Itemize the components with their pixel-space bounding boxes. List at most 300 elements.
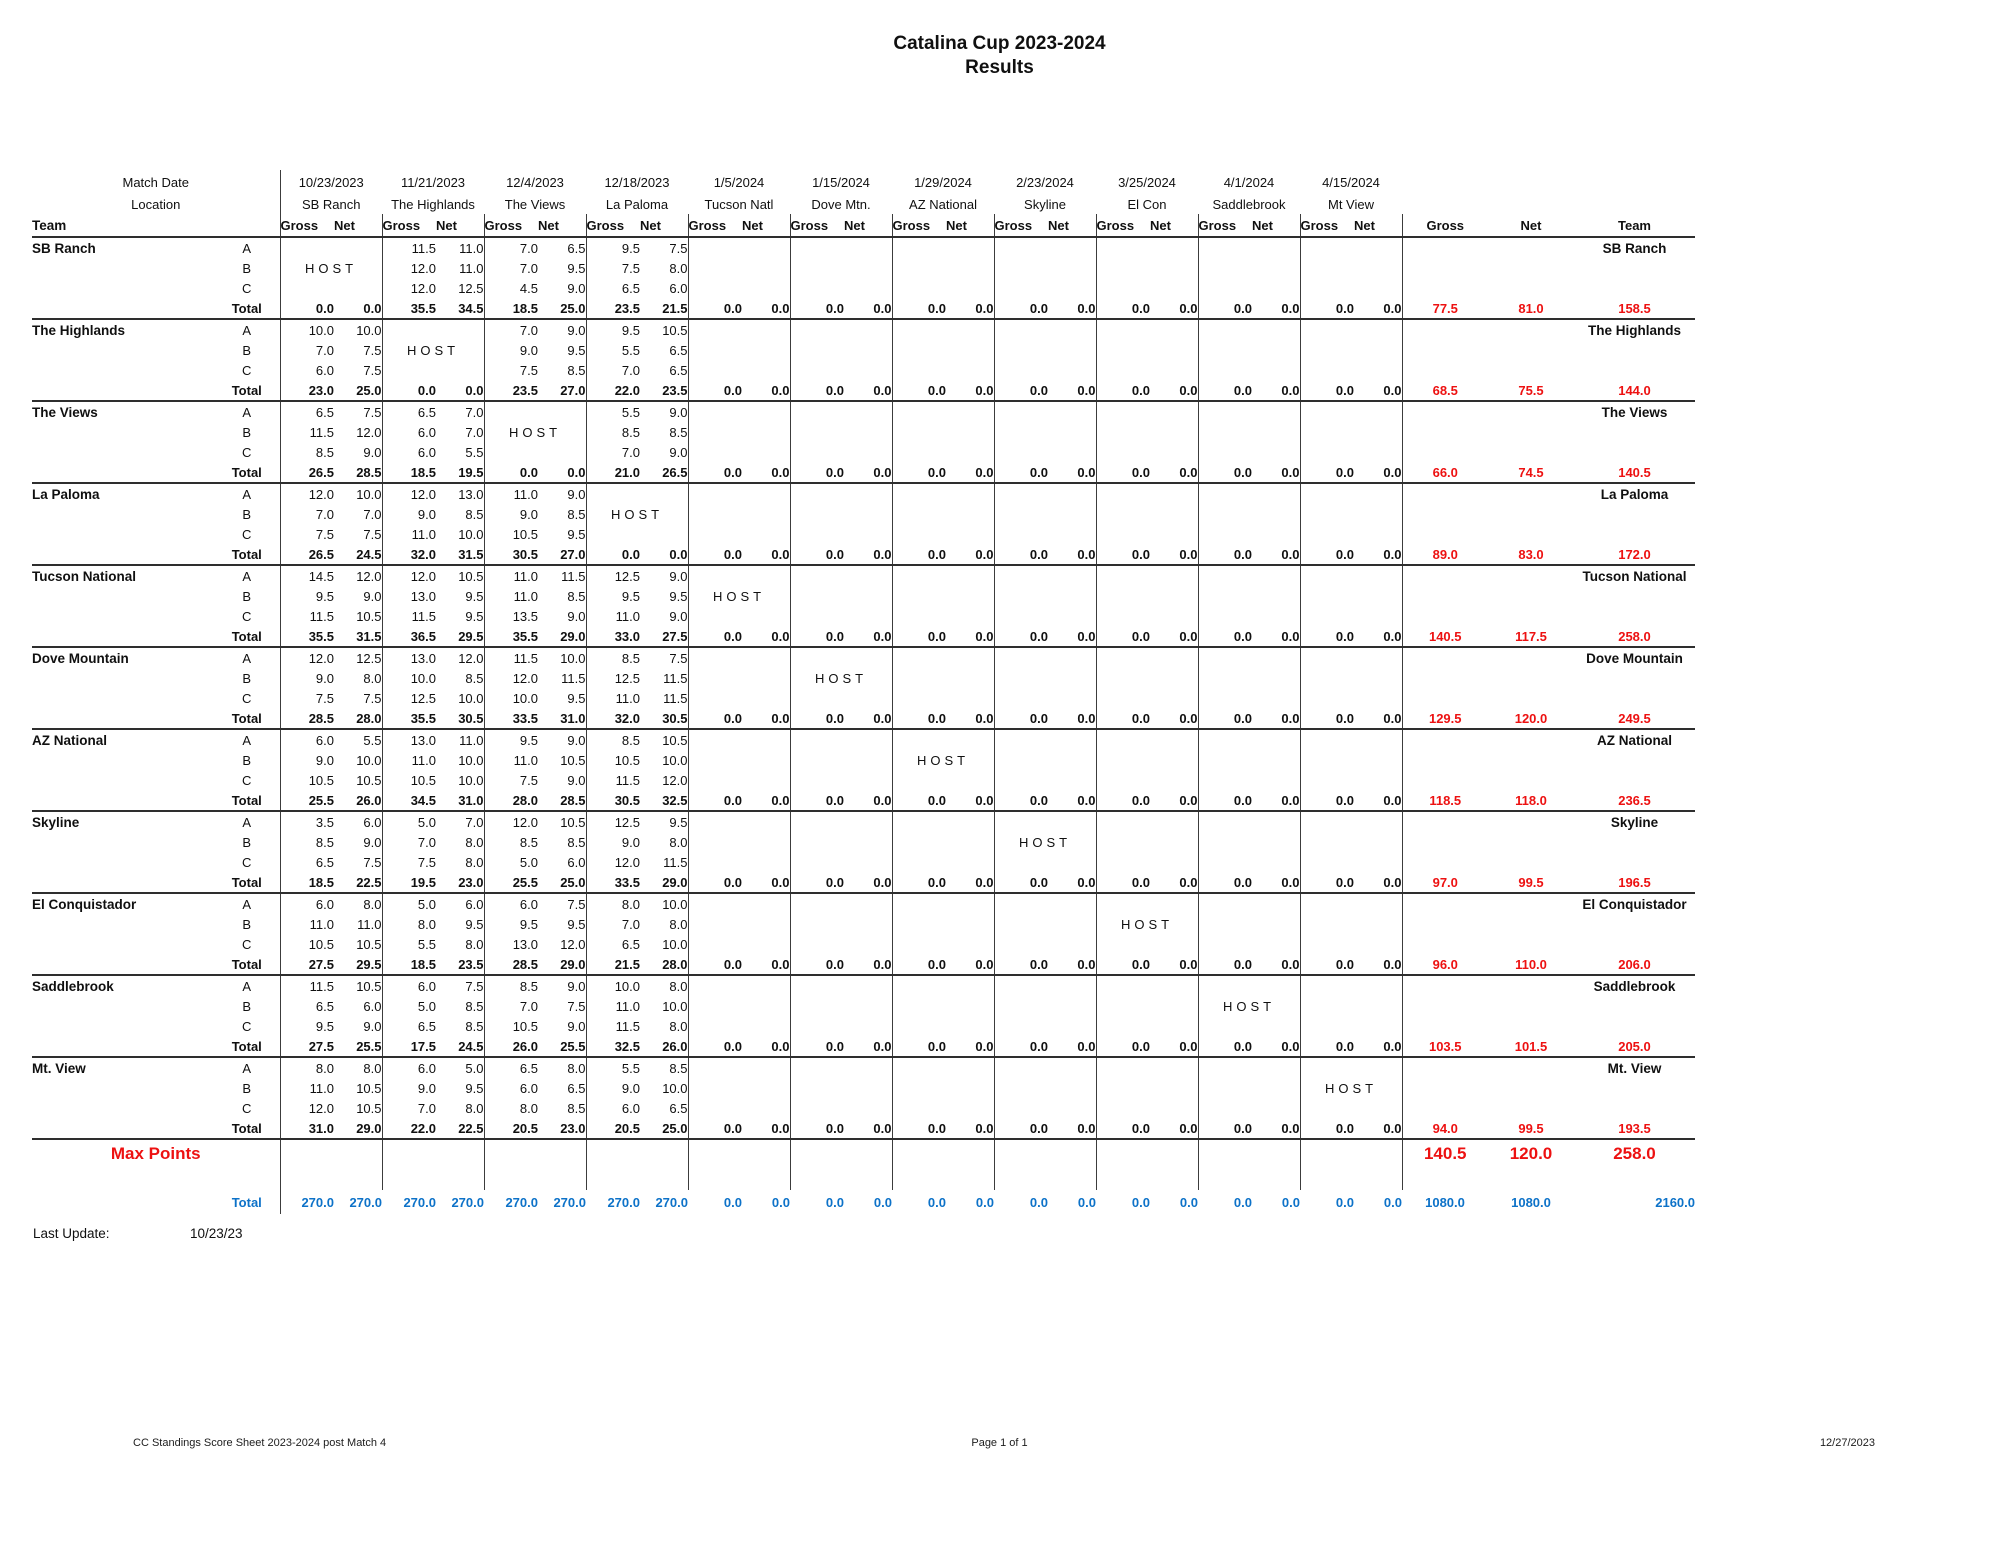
gross-value: 12.5: [586, 811, 640, 832]
net-value: 7.5: [363, 690, 382, 706]
empty-cell: [892, 278, 946, 298]
empty-cell: [946, 668, 994, 688]
group-label: C: [242, 444, 252, 460]
gross-header-6: Gross: [892, 214, 946, 237]
empty-cell: [1300, 893, 1354, 914]
empty-cell: [1488, 1168, 1574, 1190]
net-total-value: 26.0: [334, 790, 382, 811]
empty-cell: [844, 565, 892, 586]
gross-total-value: 21.0: [586, 462, 640, 483]
empty-cell: [1300, 422, 1354, 442]
empty-cell: [1402, 647, 1488, 668]
empty-cell: [1300, 975, 1354, 996]
empty-cell: [1488, 811, 1574, 832]
empty-cell: [1354, 647, 1402, 668]
empty-cell: [32, 462, 214, 483]
gross-total-value: 18.5: [382, 462, 436, 483]
empty-cell: [1402, 340, 1488, 360]
gross-value: 10.0: [280, 319, 334, 340]
net-total-value: 0.0: [640, 544, 688, 565]
empty-cell: [1198, 1016, 1252, 1036]
empty-cell: [1252, 729, 1300, 750]
empty-cell: [1150, 319, 1198, 340]
empty-cell: [1252, 750, 1300, 770]
empty-cell: [688, 1168, 742, 1190]
grand-gross-value: 270.0: [505, 1194, 538, 1210]
empty-cell: [32, 1036, 214, 1057]
empty-cell: [790, 811, 844, 832]
gross-value: 9.5: [280, 586, 334, 606]
gross-value: 5.0: [382, 893, 436, 914]
gross-total-value: 0.0: [994, 544, 1048, 565]
net-value: 12.0: [356, 424, 382, 440]
gross-value: 12.0: [382, 258, 436, 278]
empty-cell: [1488, 1016, 1574, 1036]
gross-total-value: 0.0: [994, 790, 1048, 811]
grand-net-value: 0.0: [771, 1194, 790, 1210]
empty-cell: [1048, 340, 1096, 360]
net-total-value: 0.0: [1048, 380, 1096, 401]
empty-cell: [1198, 668, 1252, 688]
empty-cell: [1488, 1098, 1574, 1118]
net-total-header: Net: [1488, 214, 1574, 237]
empty-cell: [688, 483, 742, 504]
empty-cell: [1488, 524, 1574, 544]
empty-cell: [688, 996, 742, 1016]
gross-total-value: 0.0: [790, 954, 844, 975]
gross-total-value: 18.5: [382, 954, 436, 975]
gross-value: 8.0: [586, 893, 640, 914]
gross-value: 10.5: [280, 934, 334, 954]
empty-cell: [1574, 586, 1695, 606]
empty-cell: [844, 996, 892, 1016]
empty-cell: [1300, 319, 1354, 340]
net-value: 12.5: [356, 650, 382, 666]
empty-cell: [1150, 934, 1198, 954]
empty-cell: [1574, 934, 1695, 954]
empty-cell: [1096, 1168, 1150, 1190]
empty-cell: [1300, 729, 1354, 750]
empty-cell: [844, 586, 892, 606]
empty-cell: [742, 1098, 790, 1118]
net-value: 10.0: [356, 486, 382, 502]
empty-cell: [32, 544, 214, 565]
empty-cell: [742, 237, 790, 258]
empty-cell: [1198, 258, 1252, 278]
net-total-value: 29.5: [334, 954, 382, 975]
empty-cell: [484, 1139, 538, 1168]
net-value: 6.5: [567, 1080, 586, 1096]
net-total-value: 0.0: [1252, 462, 1300, 483]
empty-cell: [1488, 340, 1574, 360]
net-total-value: 0.0: [1252, 626, 1300, 647]
grand-net-value: 0.0: [1179, 1194, 1198, 1210]
empty-cell: [1488, 565, 1574, 586]
empty-cell: [742, 832, 790, 852]
empty-cell: [1574, 278, 1695, 298]
empty-cell: [994, 688, 1048, 708]
group-label: A: [242, 568, 252, 584]
empty-cell: [1300, 278, 1354, 298]
empty-cell: [32, 832, 214, 852]
empty-cell: [742, 442, 790, 462]
empty-cell: [334, 1168, 382, 1190]
grand-gross-value: 0.0: [1029, 1194, 1048, 1210]
team-points-total: 258.0: [1574, 626, 1695, 647]
empty-cell: [1488, 914, 1574, 934]
empty-cell: [1354, 237, 1402, 258]
net-value: 7.5: [669, 650, 688, 666]
net-value: 7.0: [363, 506, 382, 522]
empty-cell: [1252, 1168, 1300, 1190]
net-total-value: 0.0: [742, 790, 790, 811]
empty-cell: [1300, 606, 1354, 626]
net-value: 9.0: [363, 1018, 382, 1034]
host-cell: HOST: [1300, 1078, 1402, 1098]
empty-cell: [946, 319, 994, 340]
gross-value: 6.0: [280, 729, 334, 750]
empty-cell: [994, 1016, 1048, 1036]
group-label: A: [242, 732, 252, 748]
gross-total-value: 0.0: [994, 462, 1048, 483]
empty-cell: [1402, 586, 1488, 606]
net-total-value: 23.0: [436, 872, 484, 893]
empty-cell: [994, 934, 1048, 954]
empty-cell: [1252, 442, 1300, 462]
empty-cell: [1402, 170, 1488, 194]
empty-cell: [1252, 934, 1300, 954]
empty-cell: [892, 1016, 946, 1036]
gross-total-value: 0.0: [892, 872, 946, 893]
empty-cell: [844, 237, 892, 258]
net-total-value: 22.5: [334, 872, 382, 893]
empty-cell: [1198, 319, 1252, 340]
empty-cell: [32, 708, 214, 729]
footer-print-date: 12/27/2023: [1819, 1437, 1875, 1449]
grand-net-value: 0.0: [1281, 1194, 1300, 1210]
empty-cell: [946, 237, 994, 258]
net-value: 9.0: [669, 404, 688, 420]
empty-cell: [1574, 504, 1695, 524]
empty-cell: [32, 1078, 214, 1098]
team-gross-total: 68.5: [1402, 380, 1488, 401]
gross-total-value: 0.0: [688, 872, 742, 893]
empty-cell: [1300, 688, 1354, 708]
net-value: 10.5: [356, 978, 382, 994]
empty-cell: [892, 1139, 946, 1168]
empty-cell: [1198, 442, 1252, 462]
gross-total-header: Gross: [1402, 214, 1488, 237]
empty-cell: [1150, 524, 1198, 544]
group-label: C: [242, 1018, 252, 1034]
gross-value: 11.5: [280, 422, 334, 442]
empty-cell: [1300, 750, 1354, 770]
net-value: 10.5: [662, 322, 688, 338]
gross-total-value: 0.0: [1096, 954, 1150, 975]
empty-cell: [892, 422, 946, 442]
team-name-right: Mt. View: [1607, 1060, 1662, 1076]
gross-value: 10.5: [280, 770, 334, 790]
empty-cell: [892, 852, 946, 872]
empty-cell: [742, 1057, 790, 1078]
gross-value: 11.0: [280, 914, 334, 934]
group-label: B: [242, 506, 252, 522]
empty-cell: [844, 1098, 892, 1118]
net-value: 8.5: [465, 506, 484, 522]
empty-cell: [1096, 504, 1150, 524]
net-value: 8.0: [465, 854, 484, 870]
gross-total-value: 0.0: [688, 1118, 742, 1139]
empty-cell: [742, 401, 790, 422]
team-net-total: 110.0: [1488, 954, 1574, 975]
empty-cell: [994, 360, 1048, 380]
gross-total-value: 20.5: [586, 1118, 640, 1139]
group-label: B: [242, 916, 252, 932]
empty-cell: [994, 606, 1048, 626]
empty-cell: [1402, 237, 1488, 258]
venue-date-2: 12/4/2023: [506, 174, 564, 190]
empty-cell: [790, 852, 844, 872]
empty-cell: [436, 319, 484, 340]
empty-cell: [32, 1118, 214, 1139]
net-total-value: 0.0: [1354, 954, 1402, 975]
gross-total-value: 26.5: [280, 544, 334, 565]
team-name: Saddlebrook: [32, 978, 114, 994]
empty-cell: [892, 586, 946, 606]
empty-cell: [790, 606, 844, 626]
empty-cell: [1402, 360, 1488, 380]
max-points-label: Max Points: [110, 1144, 201, 1163]
gross-header-1: Gross: [382, 214, 436, 237]
empty-cell: [1574, 422, 1695, 442]
grand-net-total: 1080.0: [1511, 1194, 1551, 1210]
empty-cell: [1150, 852, 1198, 872]
net-value: 9.0: [567, 486, 586, 502]
empty-cell: [32, 504, 214, 524]
empty-cell: [1198, 975, 1252, 996]
team-gross-total: 118.5: [1402, 790, 1488, 811]
empty-cell: [844, 1168, 892, 1190]
empty-cell: [688, 893, 742, 914]
net-total-value: 0.0: [1150, 708, 1198, 729]
empty-cell: [1300, 586, 1354, 606]
net-value: 9.5: [465, 588, 484, 604]
empty-cell: [1048, 770, 1096, 790]
gross-total-value: 0.0: [994, 1118, 1048, 1139]
empty-cell: [790, 319, 844, 340]
empty-cell: [436, 1168, 484, 1190]
gross-value: 11.0: [382, 524, 436, 544]
team-name-right: Tucson National: [1582, 568, 1687, 584]
net-header-5: Net: [844, 214, 892, 237]
gross-total-value: 0.0: [688, 298, 742, 319]
empty-cell: [1150, 504, 1198, 524]
empty-cell: [1402, 524, 1488, 544]
empty-cell: [1574, 524, 1695, 544]
empty-cell: [790, 401, 844, 422]
empty-cell: [946, 606, 994, 626]
gross-value: 12.5: [586, 668, 640, 688]
empty-cell: [1300, 340, 1354, 360]
empty-cell: [1252, 1139, 1300, 1168]
empty-cell: [742, 914, 790, 934]
empty-cell: [334, 278, 382, 298]
empty-cell: [436, 360, 484, 380]
empty-cell: [1354, 914, 1402, 934]
empty-cell: [1048, 893, 1096, 914]
empty-cell: [892, 996, 946, 1016]
empty-cell: [790, 483, 844, 504]
empty-cell: [1150, 565, 1198, 586]
empty-cell: [790, 688, 844, 708]
empty-cell: [1150, 770, 1198, 790]
empty-cell: [946, 893, 994, 914]
empty-cell: [1048, 914, 1096, 934]
results-table: [32, 170, 1695, 1214]
empty-cell: [1300, 1016, 1354, 1036]
team-name: Mt. View: [32, 1060, 86, 1076]
net-total-value: 0.0: [1354, 626, 1402, 647]
empty-cell: [1300, 832, 1354, 852]
total-label: Total: [214, 954, 280, 975]
empty-cell: [1150, 422, 1198, 442]
gross-value: 11.5: [280, 975, 334, 996]
empty-cell: [1402, 483, 1488, 504]
net-value: 10.5: [356, 1100, 382, 1116]
empty-cell: [1488, 194, 1574, 214]
empty-cell: [1096, 975, 1150, 996]
empty-cell: [640, 483, 688, 504]
empty-cell: [1198, 565, 1252, 586]
empty-cell: [32, 1168, 280, 1190]
empty-cell: [586, 524, 640, 544]
team-net-total: 74.5: [1488, 462, 1574, 483]
gross-total-value: 22.0: [382, 1118, 436, 1139]
empty-cell: [688, 914, 742, 934]
empty-cell: [1048, 934, 1096, 954]
empty-cell: [1402, 319, 1488, 340]
team-net-total: 75.5: [1488, 380, 1574, 401]
net-value: 5.5: [465, 444, 484, 460]
gross-value: 6.5: [586, 278, 640, 298]
empty-cell: [1252, 1098, 1300, 1118]
net-total-value: 0.0: [946, 462, 994, 483]
empty-cell: [994, 1139, 1048, 1168]
empty-cell: [1488, 832, 1574, 852]
empty-cell: [688, 934, 742, 954]
empty-cell: [1198, 1168, 1252, 1190]
empty-cell: [1402, 1168, 1488, 1190]
empty-cell: [946, 340, 994, 360]
net-total-value: 0.0: [334, 298, 382, 319]
empty-cell: [742, 504, 790, 524]
empty-cell: [1048, 647, 1096, 668]
net-value: 8.5: [567, 588, 586, 604]
net-header-10: Net: [1354, 214, 1402, 237]
net-value: 9.0: [567, 772, 586, 788]
gross-total-value: 33.0: [586, 626, 640, 647]
net-total-value: 0.0: [946, 298, 994, 319]
gross-value: 9.0: [382, 1078, 436, 1098]
net-total-value: 31.5: [436, 544, 484, 565]
empty-cell: [844, 914, 892, 934]
empty-cell: [1300, 1168, 1354, 1190]
empty-cell: [1354, 770, 1402, 790]
empty-cell: [688, 668, 742, 688]
team-net-total: 83.0: [1488, 544, 1574, 565]
empty-cell: [1252, 811, 1300, 832]
empty-cell: [1300, 811, 1354, 832]
empty-cell: [1488, 504, 1574, 524]
empty-cell: [790, 504, 844, 524]
empty-cell: [892, 483, 946, 504]
net-value: 7.0: [465, 814, 484, 830]
empty-cell: [1354, 524, 1402, 544]
gross-total-value: 23.5: [586, 298, 640, 319]
empty-cell: [946, 483, 994, 504]
empty-cell: [994, 750, 1048, 770]
net-value: 12.0: [560, 936, 586, 952]
group-label: B: [242, 998, 252, 1014]
empty-cell: [688, 422, 742, 442]
gross-total-value: 0.0: [1096, 380, 1150, 401]
team-gross-total: 140.5: [1402, 626, 1488, 647]
gross-total-value: 0.0: [688, 1036, 742, 1057]
empty-cell: [994, 668, 1048, 688]
gross-total-value: 0.0: [1096, 872, 1150, 893]
empty-cell: [1354, 811, 1402, 832]
empty-cell: [1096, 893, 1150, 914]
empty-cell: [946, 1098, 994, 1118]
gross-value: 11.5: [586, 1016, 640, 1036]
empty-cell: [1048, 668, 1096, 688]
empty-cell: [1150, 586, 1198, 606]
team-points-total: 158.5: [1574, 298, 1695, 319]
empty-cell: [640, 524, 688, 544]
team-name: El Conquistador: [32, 896, 137, 912]
host-cell: HOST: [892, 750, 994, 770]
empty-cell: [1574, 340, 1695, 360]
empty-cell: [1300, 524, 1354, 544]
empty-cell: [1252, 319, 1300, 340]
net-value: 12.0: [662, 772, 688, 788]
gross-value: 12.0: [382, 483, 436, 504]
gross-value: 6.5: [484, 1057, 538, 1078]
gross-value: 9.0: [586, 832, 640, 852]
empty-cell: [946, 360, 994, 380]
empty-cell: [1402, 975, 1488, 996]
team-points-total: 205.0: [1574, 1036, 1695, 1057]
empty-cell: [32, 934, 214, 954]
venue-date-8: 3/25/2024: [1118, 174, 1176, 190]
empty-cell: [946, 524, 994, 544]
net-total-value: 0.0: [1150, 954, 1198, 975]
empty-cell: [1488, 586, 1574, 606]
net-total-value: 0.0: [1048, 708, 1096, 729]
empty-cell: [1198, 914, 1252, 934]
empty-cell: [688, 688, 742, 708]
grand-gross-value: 0.0: [1335, 1194, 1354, 1210]
net-total-value: 0.0: [946, 1118, 994, 1139]
gross-total-value: 0.0: [790, 298, 844, 319]
empty-cell: [688, 647, 742, 668]
empty-cell: [1096, 1098, 1150, 1118]
gross-total-value: 0.0: [1300, 298, 1354, 319]
gross-value: 12.0: [280, 483, 334, 504]
empty-cell: [844, 647, 892, 668]
empty-cell: [790, 1016, 844, 1036]
empty-cell: [994, 852, 1048, 872]
